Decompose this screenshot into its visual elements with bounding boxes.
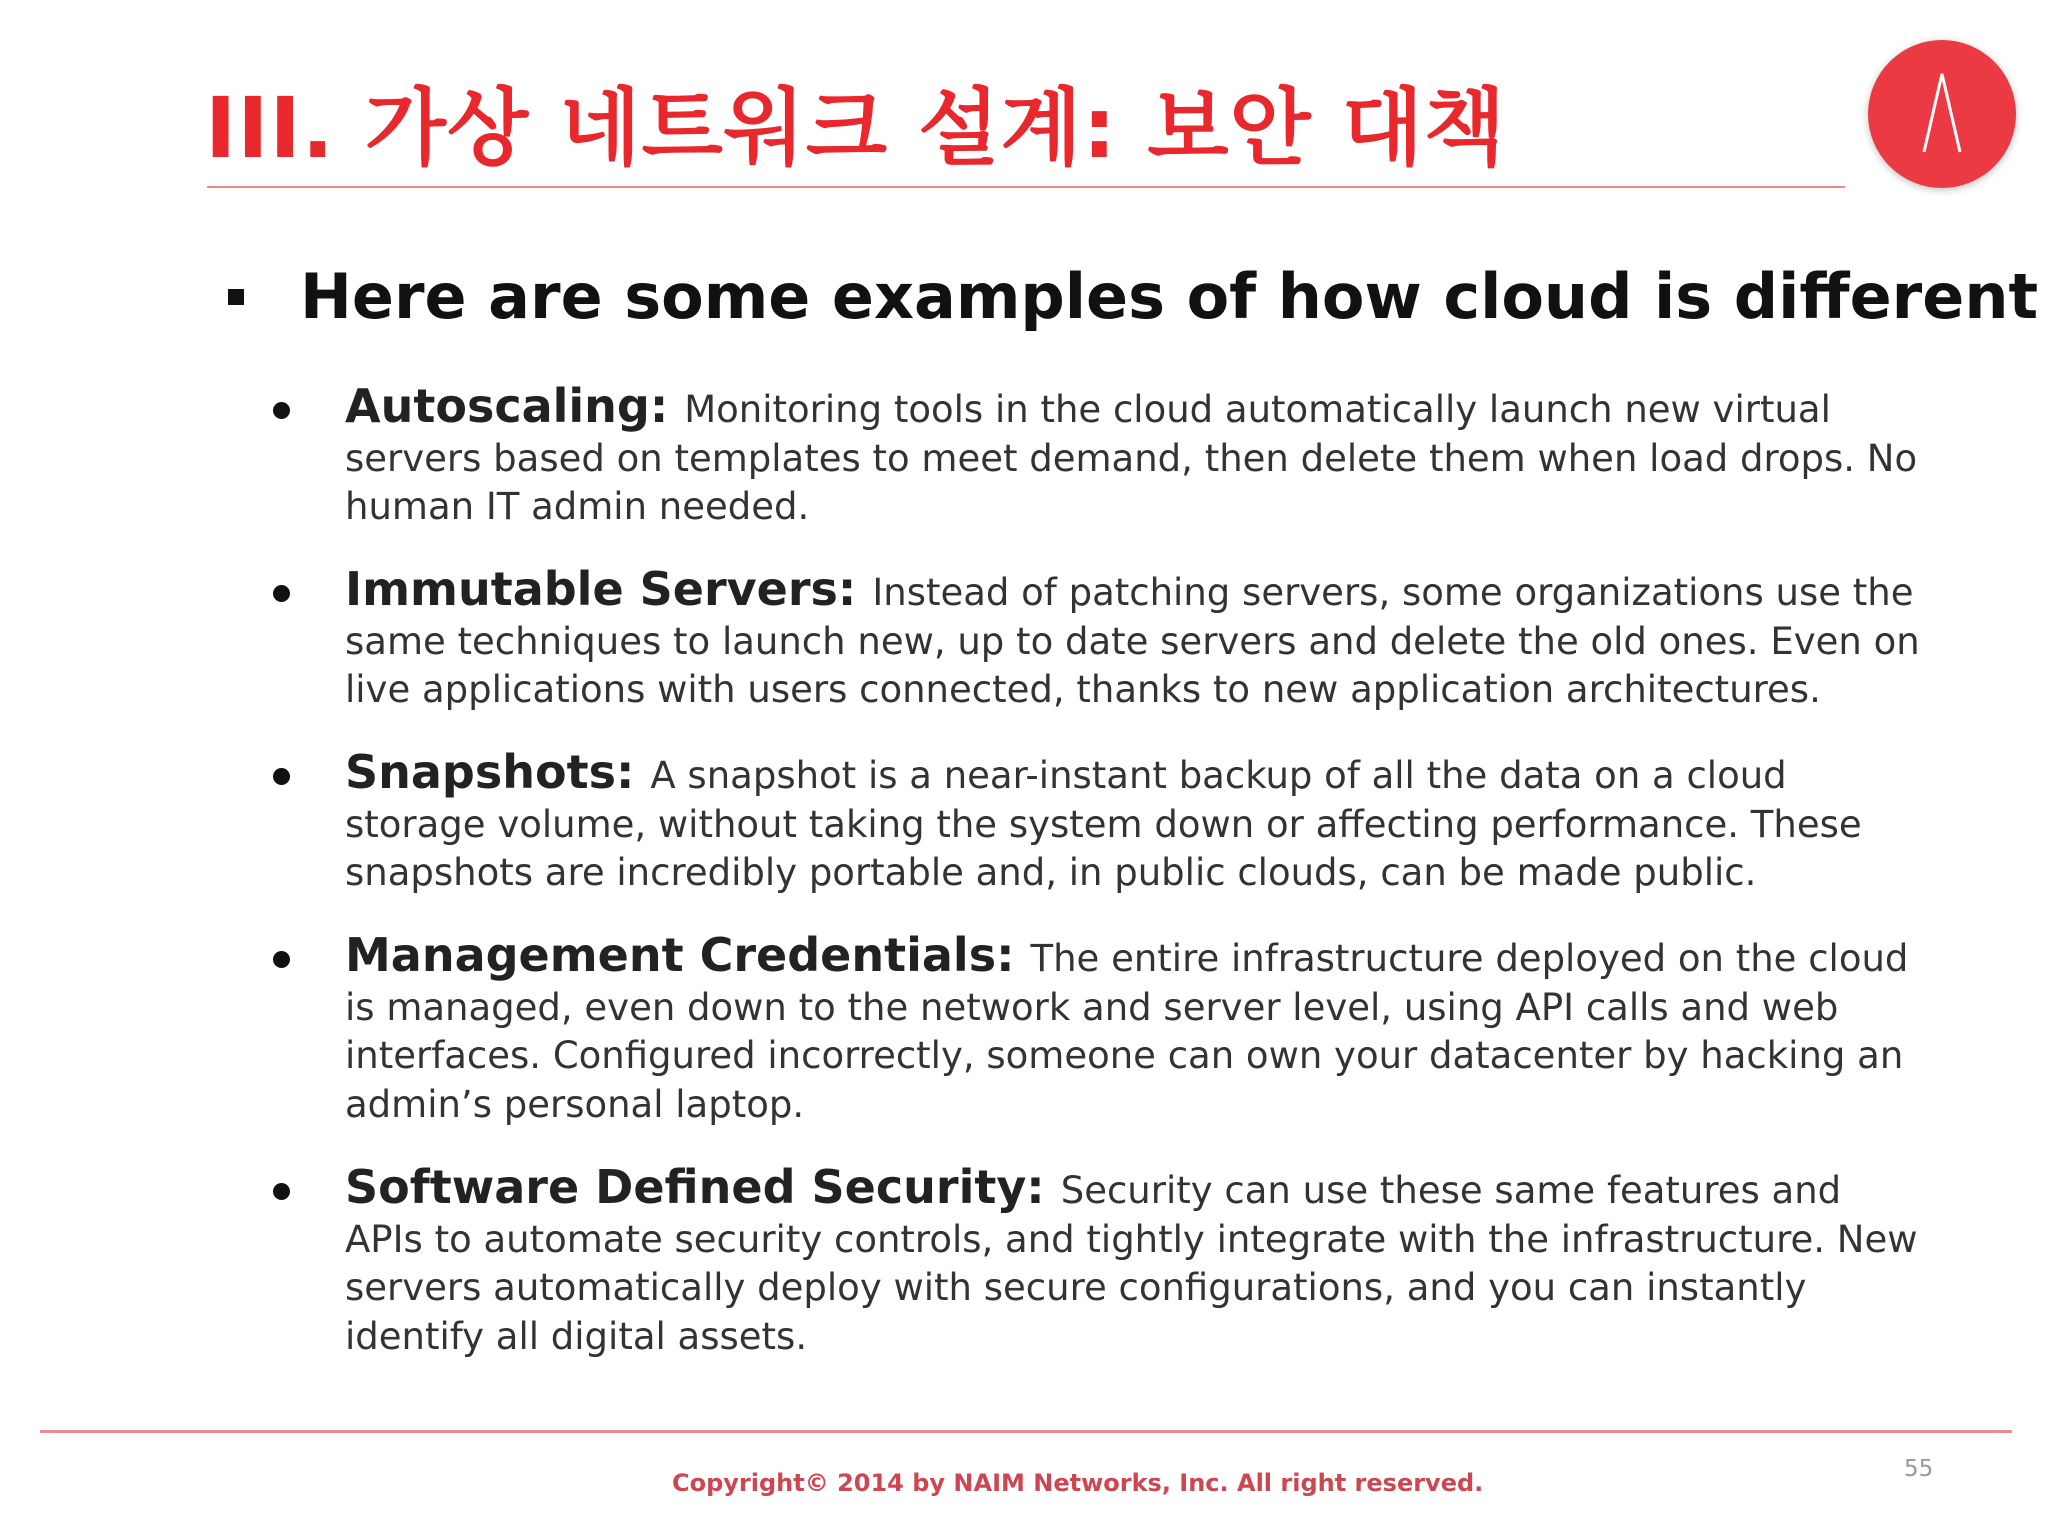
item-description: Monitoring tools in the cloud automatically launch new virtual servers based on templates to meet demand, then delete them when load drops. No human IT admin needed.: [345, 388, 1918, 528]
round-bullet-icon: [273, 585, 290, 602]
item-term: Immutable Servers:: [345, 562, 873, 616]
item-description: A snapshot is a near-instant backup of all the data on a cloud storage volume, without taking the system down or affecting performance. These snapshots are incredibly portable and, in public clouds, can be made public.: [345, 754, 1862, 894]
round-bullet-icon: [273, 951, 290, 968]
list-item-snapshots: [345, 745, 1925, 898]
main-heading-text: Here are some examples of how cloud is different: [300, 260, 2039, 333]
item-description: Security can use these same features and APIs to automate security controls, and tightly integrate with the infrastructure. New servers automatically deploy with secure configurations, and you can instantly identify all digital assets.: [345, 1169, 1918, 1358]
list-item-software-defined-security: [345, 1160, 1925, 1361]
item-term: Autoscaling:: [345, 379, 685, 433]
list-item-immutable-servers: [345, 562, 1925, 715]
list-item-autoscaling: [345, 379, 1925, 532]
footer-divider: [40, 1430, 2012, 1433]
round-bullet-icon: [273, 1183, 290, 1200]
item-term: Management Credentials:: [345, 928, 1031, 982]
item-description: Instead of patching servers, some organizations use the same techniques to launch new, up to date servers and delete the old ones. Even on live applications with users connected, thanks to new application architectures.: [345, 571, 1920, 711]
item-term: Software Defined Security:: [345, 1160, 1061, 1214]
list-item-management-credentials: [345, 928, 1925, 1129]
round-bullet-icon: [273, 402, 290, 419]
copyright-notice: Copyright© 2014 by NAIM Networks, Inc. All right reserved.: [672, 1469, 1484, 1497]
item-description: The entire infrastructure deployed on the cloud is managed, even down to the network and server level, using API calls and web interfaces. Configured incorrectly, someone can own your datacenter by hacking an admin’s personal laptop.: [345, 937, 1909, 1126]
round-bullet-icon: [273, 768, 290, 785]
slide-title: III. 가상 네트워크 설계: 보안 대책: [205, 79, 1507, 177]
page-number: 55: [1904, 1456, 1934, 1482]
item-term: Snapshots:: [345, 745, 651, 799]
